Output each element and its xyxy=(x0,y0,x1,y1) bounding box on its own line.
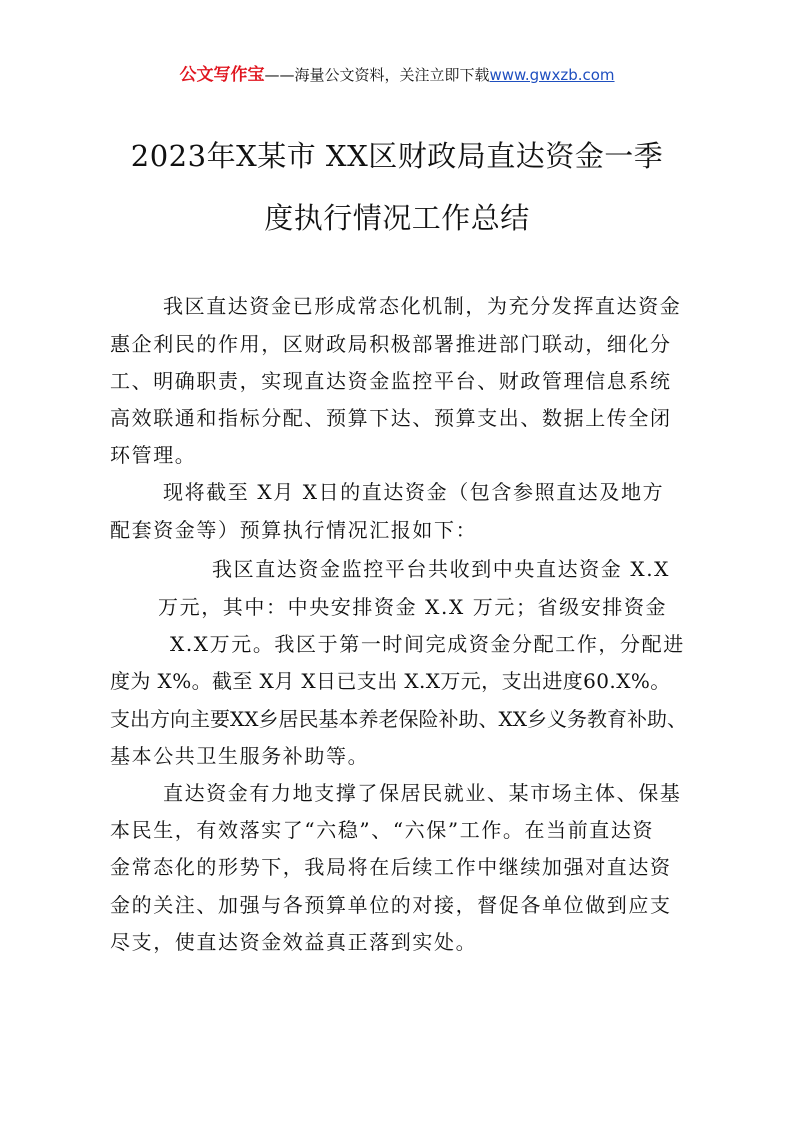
paragraph-1-line-5: 环管理。 xyxy=(110,443,197,467)
document-title-line-2: 度执行情况工作总结 xyxy=(264,201,530,235)
paragraph-4-line-5: 尽支，使直达资金效益真正落到实处。 xyxy=(110,930,478,954)
brand-name: 公文写作宝 xyxy=(179,65,265,85)
paragraph-3-line-3: X.X万元。我区于第一时间完成资金分配工作，分配进 xyxy=(170,632,685,656)
paragraph-3-line-2: 万元，其中：中央安排资金 X.X 万元；省级安排资金 xyxy=(158,595,668,619)
paragraph-2-line-1: 现将截至 X月 X日的直达资金（包含参照直达及地方 xyxy=(163,480,665,504)
paragraph-1-line-1: 我区直达资金已形成常态化机制，为充分发挥直达资金 xyxy=(163,294,682,318)
paragraph-3-line-1: 我区直达资金监控平台共收到中央直达资金 X.X xyxy=(212,557,670,581)
paragraph-1-line-4: 高效联通和指标分配、预算下达、预算支出、数据上传全闭 xyxy=(110,406,672,430)
paragraph-4-line-3: 金常态化的形势下，我局将在后续工作中继续加强对直达资 xyxy=(110,855,672,879)
paragraph-2-line-2: 配套资金等）预算执行情况汇报如下： xyxy=(110,518,478,542)
page-header xyxy=(0,64,794,86)
paragraph-1-line-3: 工、明确职责，实现直达资金监控平台、财政管理信息系统 xyxy=(110,369,672,393)
paragraph-3-line-5: 支出方向主要XX乡居民基本养老保险补助、XX乡义务教育补助、 xyxy=(110,707,687,731)
header-tagline: ——海量公文资料，关注立即下载 xyxy=(264,66,490,84)
paragraph-3-line-6: 基本公共卫生服务补助等。 xyxy=(110,744,370,768)
paragraph-1-line-2: 惠企利民的作用，区财政局积极部署推进部门联动，细化分 xyxy=(110,332,672,356)
paragraph-4-line-4: 金的关注、加强与各预算单位的对接，督促各单位做到应支 xyxy=(110,893,672,917)
document-title-line-1: 2023年X某市 XX区财政局直达资金一季 xyxy=(130,139,664,173)
paragraph-3-line-4: 度为 X%。截至 X月 X日已支出 X.X万元，支出进度60.X%。 xyxy=(110,669,671,693)
site-link[interactable]: www.gwxzb.com xyxy=(489,66,615,84)
paragraph-4-line-1: 直达资金有力地支撑了保居民就业、某市场主体、保基 xyxy=(163,781,682,805)
paragraph-4-line-2: 本民生，有效落实了“六稳”、“六保”工作。在当前直达资 xyxy=(110,818,655,842)
